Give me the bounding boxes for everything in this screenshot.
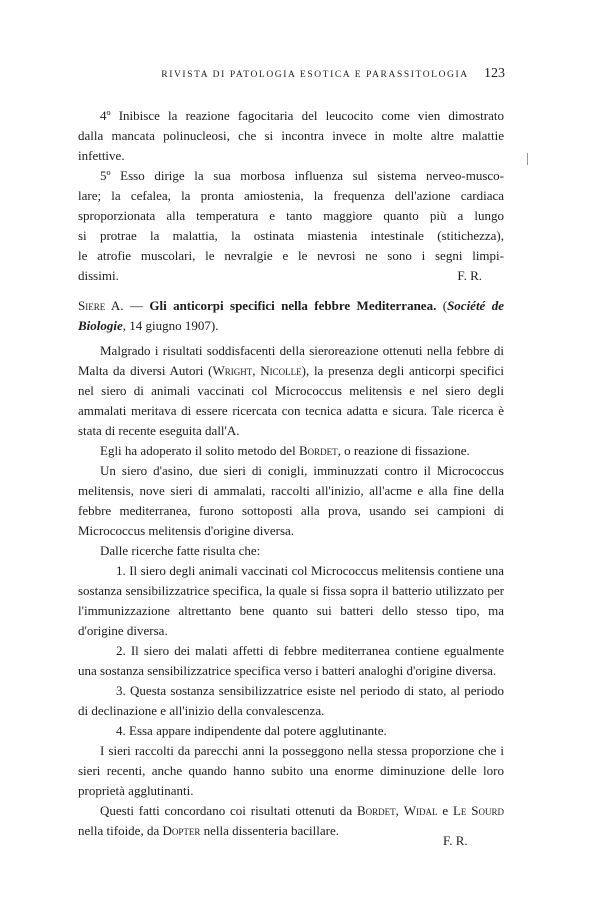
article-para-5: I sieri raccolti da parecchi anni la posseggono nella stessa proporzione che i sieri recenti, anche quando hanno subito una enorme diminuzione delle loro proprietà agglutinanti. [78, 743, 504, 798]
p6-text-e: nella tifoide, da [78, 823, 163, 838]
p4-line-1: 4º Inibisce la reazione fagocitaria del leucocito come vien dimostrato [100, 108, 504, 123]
p6-name-bordet: Bordet [357, 803, 396, 818]
article-author: Siere A. [78, 298, 124, 313]
p6-name-widal: Widal [403, 803, 438, 818]
p5-last-line [78, 266, 504, 286]
p6-text-f: nella dissenteria bacillare. [200, 823, 339, 838]
result-item-4: 4. Essa appare indipendente dal potere agglutinante. [116, 723, 387, 738]
article-source-open: ( [436, 298, 448, 313]
p4-line-3: infettive. [78, 148, 125, 163]
p4-line-2: dalla mancata polinucleosi, che si incontra invece in molte altre malattie [78, 128, 504, 143]
article-title: Gli anticorpi specifici nella febbre Mediterranea. [149, 298, 437, 313]
p2-name: Bordet [298, 443, 338, 458]
margin-mark [527, 153, 528, 165]
p1-text: Malgrado i risultati soddisfacenti della sieroreazione ottenuti nella febbre di Malta da diversi Autori ( [78, 343, 504, 378]
article-signature: F. R. [443, 833, 468, 848]
page-number: 123 [484, 66, 505, 81]
result-item-1: 1. Il siero degli animali vaccinati col Micrococcus melitensis contiene una sostanza sensibilizzatrice specifica, la quale si fissa sopra il batterio utilizzato per l'immunizzazione altrettanto bene quanto sui batteri dello stesso tipo, ma d'origine diversa. [78, 563, 504, 638]
p5-line-6: dissimi. [78, 268, 119, 283]
article-para-4: Dalle ricerche fatte risulta che: [100, 543, 261, 558]
p6-text-a: Questi fatti concordano coi risultati ottenuti da [100, 803, 357, 818]
article-para-1 [78, 341, 504, 441]
article-source-date: , 14 giugno 1907). [122, 318, 219, 333]
section1-signature: F. R. [457, 268, 482, 283]
p5-line-4: si protrae la malattia, la ostinata miastenia intestinale (stitichezza), [78, 228, 504, 243]
p2-text-b: , o reazione di fissazione. [337, 443, 470, 458]
page-body [78, 106, 504, 841]
p5-line-1: 5º Esso dirige la sua morbosa influenza sul sistema nerveo-musco- [100, 168, 504, 183]
p5-line-2: lare; la cefalea, la pronta amiostenia, la frequenza dell'azione cardiaca [78, 188, 504, 203]
p5-line-5: le atrofie muscolari, le nevralgie e le nevrosi ne sono i segni limpi- [78, 248, 504, 263]
result-item-2: 2. Il siero dei malati affetti di febbre mediterranea contiene egualmente una sostanza sensibilizzatrice specifica verso i batteri analoghi d'origine diversa. [78, 643, 504, 678]
article-para-6 [78, 801, 504, 841]
article-dash: — [123, 298, 150, 313]
article-source: Société de Biologie [78, 298, 504, 333]
p2-text-a: Egli ha adoperato il solito metodo del [100, 443, 299, 458]
p1-rest: ), la presenza degli anticorpi specifici nel siero di animali vaccinati col Micrococcus melitensis e nel siero degli ammalati meritava di essere ricercata con tecnica adatta e sicura. Tale ricerca è stata di recente eseguita dall'A. [78, 363, 504, 438]
p6-text-d: e [437, 803, 453, 818]
running-header: RIVISTA DI PATOLOGIA ESOTICA E PARASSITOLOGIA [161, 70, 469, 80]
article-para-3: Un siero d'asino, due sieri di conigli, imminuzzati contro il Micrococcus melitensis, nove sieri di ammalati, raccolti all'inizio, all'acme e alla fine della febbre mediterranea, furono sottoposti alla prova, usando sei campioni di Micrococcus melitensis d'origine diversa. [78, 463, 504, 538]
article-heading [78, 296, 504, 336]
p6-text-c: , [395, 803, 404, 818]
p6-name-dopter: Dopter [162, 823, 201, 838]
p6-name-le-sourd: Le Sourd [452, 803, 504, 818]
article-para-2 [78, 441, 504, 461]
p5-line-3: sproporzionata alla temperatura e tanto maggiore quanto più a lungo [78, 208, 504, 223]
result-item-3: 3. Questa sostanza sensibilizzatrice esiste nel periodo di stato, al periodo di declinazione e all'inizio della convalescenza. [78, 683, 504, 718]
p1-names: Wright, Nicolle [212, 363, 302, 378]
